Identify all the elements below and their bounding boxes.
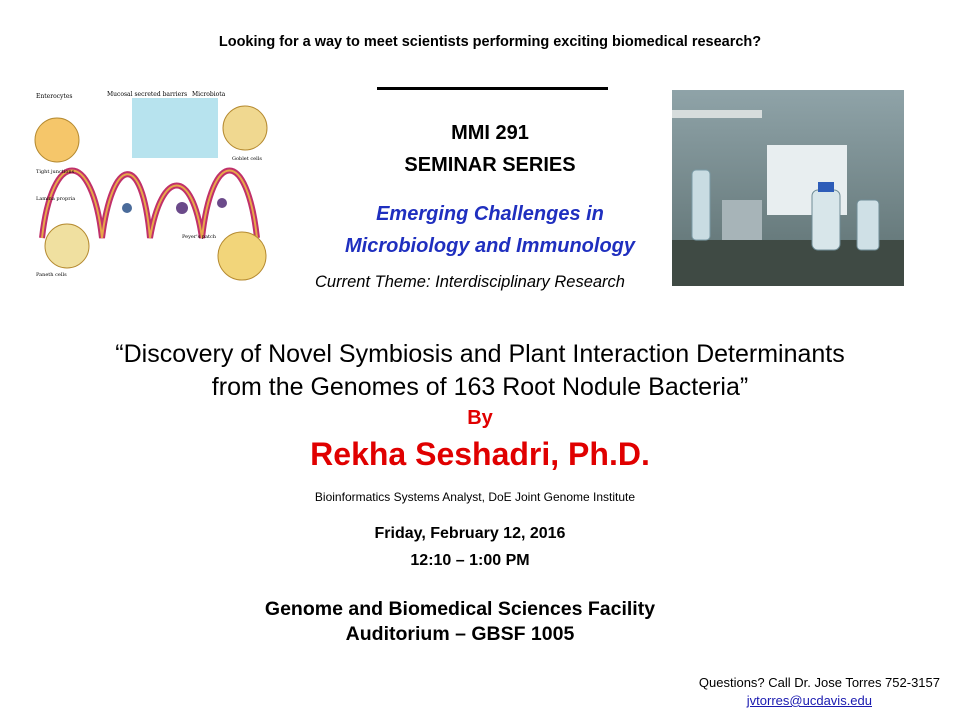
blue-cap [818, 182, 834, 192]
talk-title [40, 338, 920, 404]
glass-bottle [692, 170, 710, 240]
speaker-affiliation: Bioinformatics Systems Analyst, DoE Joint Genome Institute [314, 490, 636, 504]
diagram-label-paneth: Paneth cells [36, 272, 67, 278]
diagram-label-lamina: Lamina propria [36, 196, 76, 202]
seminar-series-label: SEMINAR SERIES [404, 154, 576, 176]
intestinal-epithelium-diagram [32, 88, 278, 286]
paneth-cells-inset [45, 224, 89, 268]
immune-cell [122, 203, 132, 213]
diagram-label-microbiota: Microbiota [192, 91, 226, 98]
diagram-label-goblet: Goblet cells [232, 156, 262, 162]
immune-cell [176, 202, 188, 214]
shelf [672, 110, 762, 118]
divider-rule [377, 87, 608, 90]
course-heading [400, 117, 580, 181]
diagram-label-mucosal: Mucosal secreted barriers [107, 91, 188, 98]
diagram-label-tight: Tight junctions [36, 169, 75, 175]
talk-title-line1: “Discovery of Novel Symbiosis and Plant Interaction Determinants [115, 340, 845, 368]
venue-room: Auditorium – GBSF 1005 [345, 623, 575, 645]
media-bottle [812, 190, 840, 250]
course-number: MMI 291 [451, 122, 529, 144]
venue [160, 597, 760, 647]
series-title [285, 198, 695, 262]
flask [857, 200, 879, 250]
by-label: By [467, 407, 493, 429]
series-title-line2: Microbiology and Immunology [345, 235, 635, 257]
contact-questions: Questions? Call Dr. Jose Torres 752-3157 [698, 675, 940, 690]
diagram-label-peyers: Peyer's patch [182, 234, 217, 240]
event-date: Friday, February 12, 2016 [374, 525, 566, 542]
microbiota-lumen [132, 98, 218, 158]
event-time: 12:10 – 1:00 PM [410, 552, 530, 569]
talk-title-line2: from the Genomes of 163 Root Nodule Bacteria” [211, 373, 749, 401]
contact-email-link[interactable]: jvtorres@ucdavis.edu [746, 693, 872, 708]
immune-cell [217, 198, 227, 208]
tagline: Looking for a way to meet scientists performing exciting biomedical research? [218, 34, 762, 50]
diagram-label-enterocytes: Enterocytes [36, 93, 73, 100]
speaker-name: Rekha Seshadri, Ph.D. [310, 436, 650, 472]
tube-rack [722, 200, 762, 240]
goblet-cells-inset [223, 106, 267, 150]
venue-building: Genome and Biomedical Sciences Facility [264, 598, 656, 620]
series-title-line1: Emerging Challenges in [376, 203, 604, 225]
peyers-patch-inset [218, 232, 266, 280]
lab-bench-photo [672, 90, 904, 286]
enterocytes-inset [35, 118, 79, 162]
current-theme: Current Theme: Interdisciplinary Research [315, 273, 625, 291]
